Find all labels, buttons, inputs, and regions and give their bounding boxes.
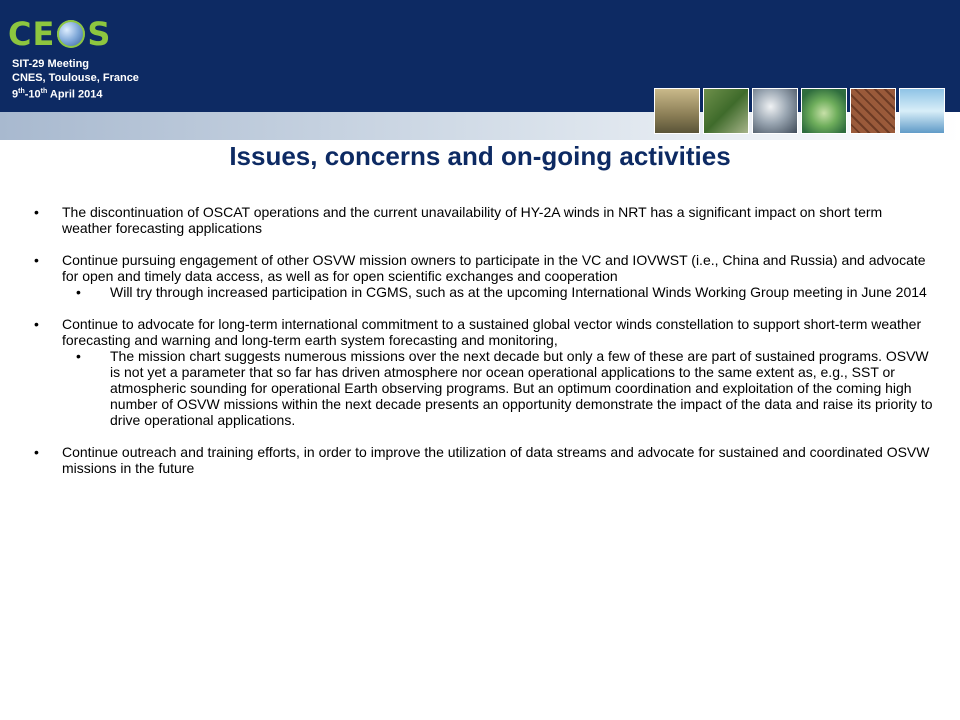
bullet-text: Continue to advocate for long-term international commitment to a sustained global vector winds constellation to support short-term weather forecasting and warning and long-term earth system forecasting and monitoring, [62,316,922,348]
sub-bullet-item [34,348,934,428]
bullet-text: Will try through increased participation in CGMS, such as at the upcoming International Winds Working Group meeting in June 2014 [110,284,927,300]
logo-text-left: CE [8,15,56,53]
bullet-item [34,444,934,476]
field-worker-photo [703,88,749,134]
meeting-date: 9th-10th April 2014 [12,88,103,101]
bullet-item [34,204,934,236]
hurricane-satellite-photo [752,88,798,134]
bullet-marker: • [34,204,39,220]
bullet-marker: • [34,316,39,332]
bullet-marker: • [76,284,81,300]
bullet-text: The mission chart suggests numerous missions over the next decade but only a few of these are part of sustained programs. OSVW is not yet a parameter that so far has driven atmosphere nor ocean operational applications to the same extent as, e.g., SST or atmospheric sounding for operational Earth observing programs. But an optimum coordination and exploitation of the coming high number of OSVW missions within the next decade presents an opportunity demonstrate the impact of the data and raise its priority to drive operational applications. [110,348,933,428]
sub-bullet-item [34,284,934,300]
city-haze-photo [654,88,700,134]
bullet-text: Continue outreach and training efforts, in order to improve the utilization of data streams and advocate for sustained and coordinated OSVW missions in the future [62,444,930,476]
cracked-earth-photo [850,88,896,134]
slide-content [34,204,934,476]
ocean-wave-photo [801,88,847,134]
bullet-marker: • [76,348,81,364]
header-photo-strip [654,88,945,134]
meeting-name: SIT-29 Meeting [12,58,90,70]
meeting-info [12,57,139,102]
glacier-photo [899,88,945,134]
bullet-marker: • [34,444,39,460]
logo-text-right: S [87,15,112,53]
meeting-location: CNES, Toulouse, France [12,72,139,84]
ceos-logo [8,12,113,56]
bullet-marker: • [34,252,39,268]
slide-title: Issues, concerns and on-going activities [229,141,731,171]
bullet-item [34,316,934,348]
bullet-text: Continue pursuing engagement of other OSVW mission owners to participate in the VC and IOVWST (i.e., China and Russia) and advocate for open and timely data access, as well as for open scientific exchanges and cooperation [62,252,926,284]
globe-icon [57,20,85,48]
bullet-item [34,252,934,284]
bullet-text: The discontinuation of OSCAT operations and the current unavailability of HY-2A winds in NRT has a significant impact on short term weather forecasting applications [62,204,883,236]
